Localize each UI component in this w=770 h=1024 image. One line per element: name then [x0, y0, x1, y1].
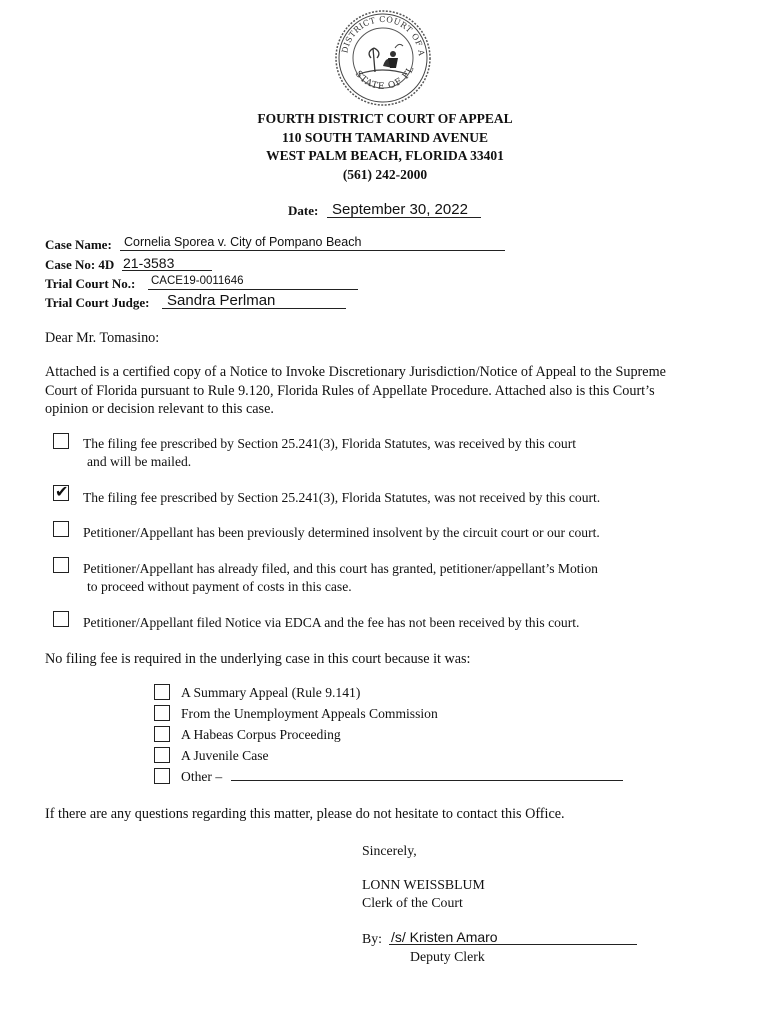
case-no-value: 21-3583 — [123, 255, 175, 271]
no-fee-intro: No filing fee is required in the underlying case in this court because it was: — [45, 651, 471, 667]
reason-checkbox-unemployment[interactable] — [154, 705, 170, 721]
clerk-title: Clerk of the Court — [362, 895, 463, 910]
court-seal-icon — [333, 8, 433, 108]
option-text-fee-not-received: The filing fee prescribed by Section 25.241(3), Florida Statutes, was not received by this court. — [83, 490, 601, 505]
date-value: September 30, 2022 — [332, 201, 468, 218]
trial-court-no-label: Trial Court No.: — [45, 276, 136, 291]
option-checkbox-motion-granted[interactable] — [53, 557, 69, 573]
other-reason-field[interactable] — [231, 780, 623, 781]
trial-court-no-value: CACE19-0011646 — [151, 275, 244, 287]
intro-paragraph — [45, 363, 666, 419]
option-line: The filing fee prescribed by Section 25.241(3), Florida Statutes, was received by this court — [83, 436, 577, 451]
case-name-value: Cornelia Sporea v. City of Pompano Beach — [124, 235, 362, 249]
closing-text: If there are any questions regarding this matter, please do not hesitate to contact this Office. — [45, 806, 565, 822]
trial-court-judge-value: Sandra Perlman — [167, 292, 276, 309]
case-no-label: Case No: 4D — [45, 257, 115, 272]
reason-checkbox-juvenile[interactable] — [154, 747, 170, 763]
court-name: FOURTH DISTRICT COURT OF APPEAL — [257, 111, 513, 126]
intro-line: opinion or decision relevant to this case. — [45, 401, 274, 417]
court-street-address: 110 SOUTH TAMARIND AVENUE — [282, 129, 488, 145]
trial-court-judge-label: Trial Court Judge: — [45, 295, 150, 310]
reason-label-habeas-corpus: A Habeas Corpus Proceeding — [181, 727, 341, 742]
option-line: Petitioner/Appellant has already filed, and this court has granted, petitioner/appellant’s Motion — [83, 561, 598, 576]
reason-checkbox-habeas-corpus[interactable] — [154, 726, 170, 742]
date-label: Date: — [288, 203, 319, 218]
option-checkbox-edca[interactable] — [53, 611, 69, 627]
option-line: and will be mailed. — [87, 454, 192, 469]
court-phone: (561) 242-2000 — [342, 166, 428, 182]
case-name-label: Case Name: — [45, 237, 112, 252]
reason-label-other: Other – — [181, 769, 223, 784]
svg-text:STATE OF FLORIDA: STATE OF FL — [352, 64, 417, 93]
trial-court-no-underline — [148, 289, 358, 290]
case-name-underline — [120, 250, 505, 251]
clerk-name: LONN WEISSBLUM — [362, 877, 485, 892]
court-city-state-zip: WEST PALM BEACH, FLORIDA 33401 — [266, 148, 504, 163]
reason-checkbox-summary-appeal[interactable] — [154, 684, 170, 700]
reason-label-juvenile: A Juvenile Case — [181, 748, 269, 763]
option-text-motion-granted — [83, 560, 598, 596]
option-text-fee-received — [83, 435, 576, 471]
reason-checkbox-other[interactable] — [154, 768, 170, 784]
checkmark-icon: ✔ — [55, 482, 69, 501]
intro-line: Attached is a certified copy of a Notice to Invoke Discretionary Jurisdiction/Notice of Appeal to the Supreme — [45, 364, 666, 380]
option-checkbox-fee-received[interactable] — [53, 433, 69, 449]
by-label: By: — [362, 931, 382, 946]
option-text-edca: Petitioner/Appellant filed Notice via EDCA and the fee has not been received by this court. — [83, 615, 580, 630]
reason-label-unemployment: From the Unemployment Appeals Commission — [181, 706, 438, 721]
intro-line: Court of Florida pursuant to Rule 9.120, Florida Rules of Appellate Procedure. Attached also is this Court’s — [45, 382, 655, 399]
sincerely-text: Sincerely, — [362, 843, 417, 858]
reason-label-summary-appeal: A Summary Appeal (Rule 9.141) — [181, 685, 361, 700]
svg-text:DISTRICT COURT OF APPEAL: DISTRICT COURT OF A — [340, 14, 427, 57]
signature-value: /s/ Kristen Amaro — [391, 929, 498, 945]
court-header — [0, 110, 770, 184]
salutation: Dear Mr. Tomasino: — [45, 330, 160, 346]
option-line: to proceed without payment of costs in this case. — [87, 579, 352, 594]
option-checkbox-fee-not-received[interactable] — [53, 482, 69, 501]
option-checkbox-insolvent[interactable] — [53, 521, 69, 537]
deputy-clerk-title: Deputy Clerk — [410, 949, 485, 964]
option-text-insolvent: Petitioner/Appellant has been previously determined insolvent by the circuit court or our court. — [83, 525, 600, 540]
